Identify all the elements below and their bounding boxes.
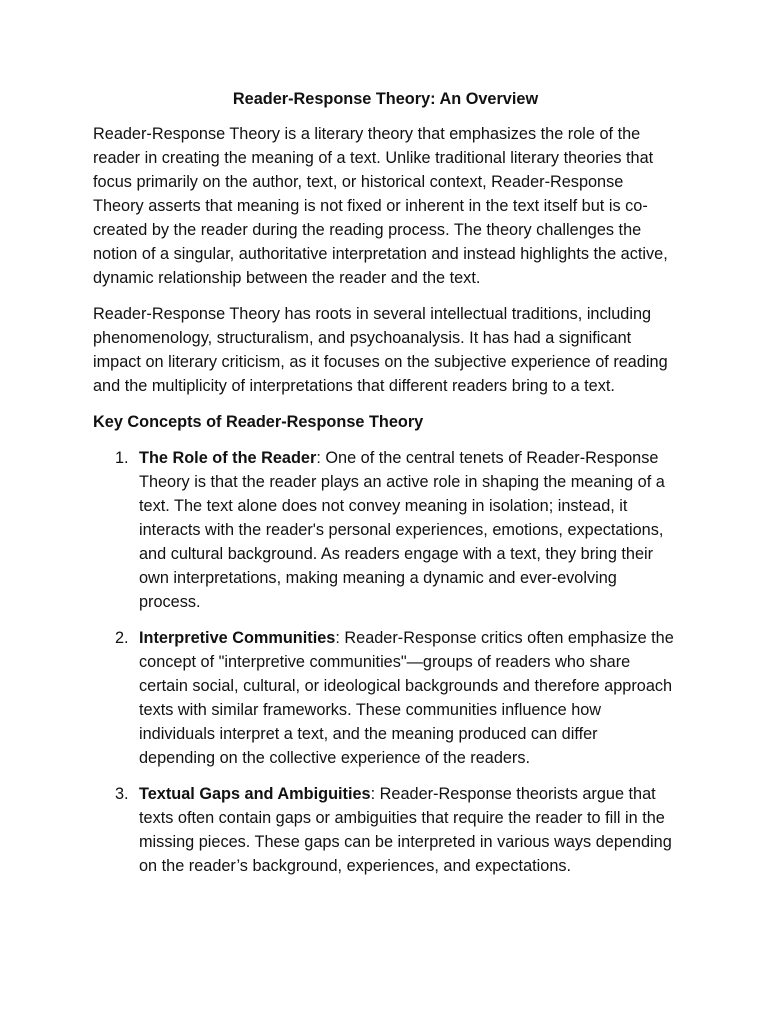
concept-term: The Role of the Reader	[139, 449, 317, 467]
concept-term: Interpretive Communities	[139, 629, 336, 647]
concept-description: : Reader-Response theorists argue that texts often contain gaps or ambiguities that require the reader to fill in the missing pieces. These gaps can be interpreted in various ways depending on the reader’s background, experiences, and expectations.	[139, 785, 672, 875]
document-title: Reader-Response Theory: An Overview	[232, 90, 539, 108]
key-concepts-list	[93, 446, 678, 878]
list-item-number: 1.	[115, 449, 129, 467]
list-item-number: 3.	[115, 785, 129, 803]
concept-description: : One of the central tenets of Reader-Response Theory is that the reader plays an active role in shaping the meaning of a text. The text alone does not convey meaning in isolation; instead, it interacts with the reader's personal experiences, emotions, expectations, and cultural background. As readers engage with a text, they bring their own interpretations, making meaning a dynamic and ever-evolving process.	[139, 449, 665, 611]
roots-paragraph: Reader-Response Theory has roots in several intellectual traditions, including phenomenology, structuralism, and psychoanalysis. It has had a significant impact on literary criticism, as it focuses on the subjective experience of reading and the multiplicity of interpretations that different readers bring to a text.	[93, 305, 668, 395]
section-heading: Key Concepts of Reader-Response Theory	[93, 413, 424, 431]
list-item-number: 2.	[115, 629, 129, 647]
list-item	[93, 446, 678, 614]
concept-description: : Reader-Response critics often emphasize the concept of "interpretive communities"—groups of readers who share certain social, cultural, or ideological backgrounds and therefore approach texts with similar frameworks. These communities influence how individuals interpret a text, and the meaning produced can differ depending on the collective experience of the readers.	[139, 629, 674, 767]
list-item	[93, 782, 678, 878]
concept-term: Textual Gaps and Ambiguities	[139, 785, 371, 803]
intro-paragraph: Reader-Response Theory is a literary theory that emphasizes the role of the reader in creating the meaning of a text. Unlike traditional literary theories that focus primarily on the author, text, or historical context, Reader-Response Theory asserts that meaning is not fixed or inherent in the text itself but is co-created by the reader during the reading process. The theory challenges the notion of a singular, authoritative interpretation and instead highlights the active, dynamic relationship between the reader and the text.	[93, 125, 668, 287]
list-item	[93, 626, 678, 770]
document-page	[93, 88, 678, 890]
